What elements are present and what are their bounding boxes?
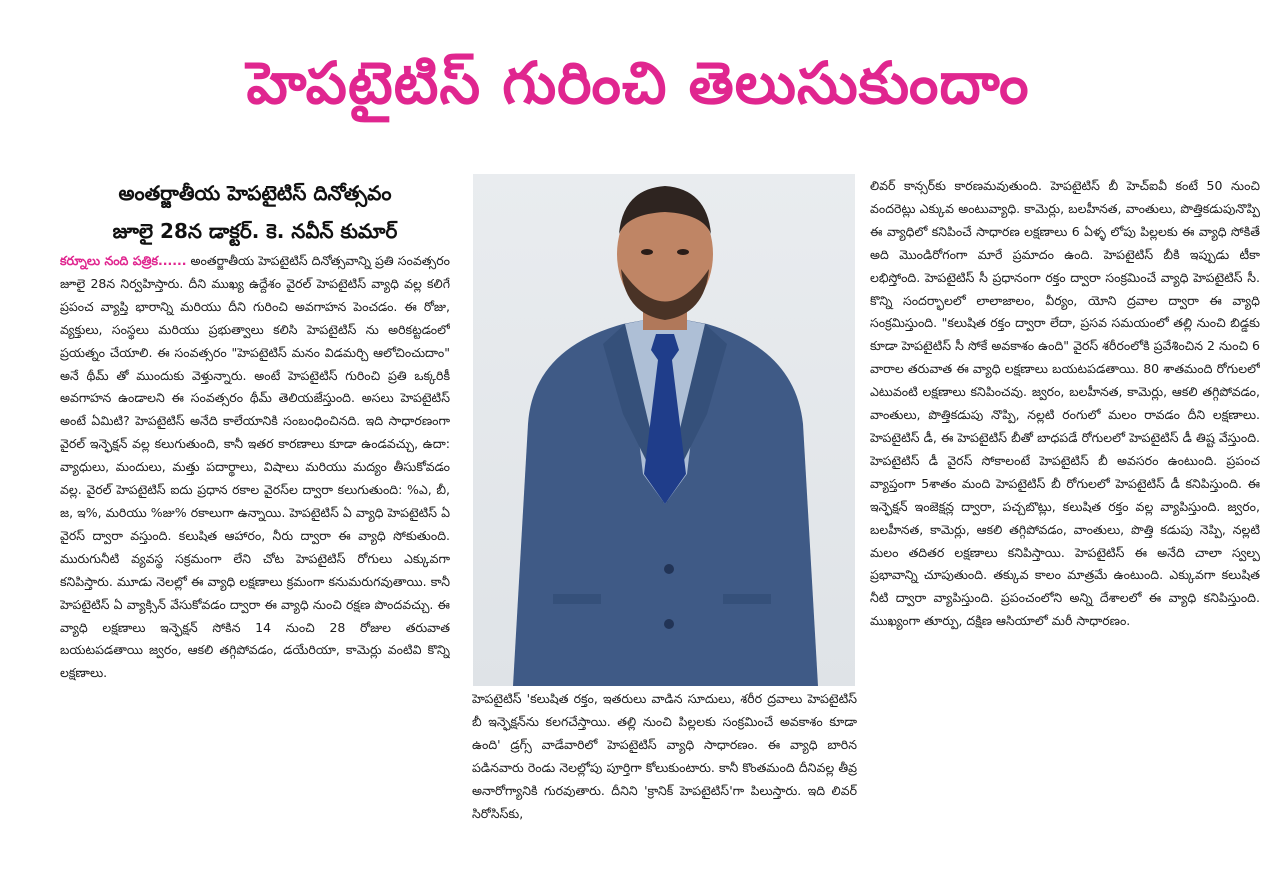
article-headline: హెపటైటిస్ గురించి తెలుసుకుందాం — [246, 49, 1030, 117]
column-1-text: అంతర్జాతీయ హెపటైటిస్ దినోత్సవాన్ని ప్రతి సంవత్సరం జూలై 28న నిర్వహిస్తారు. దీని ముఖ్య ఉద్దేశం వైరల్ హెపటైటిస్ వ్యాధి వల్ల కలిగే ప్రపంచ వ్యాప్తి భారాన్ని మరియు దీని గురించి అవగాహన పెంచడం. ఈ రోజు, వ్యక్తులు, సంస్థలు మరియు ప్రభుత్వాలు కలిసి హెపటైటిస్ ను అరికట్టడంలో ప్రయత్నం చేయాలి. ఈ సంవత్సరం "హెపటైటిస్ మనం విడమర్చి ఆలోచించుదాం" అనే థీమ్ తో ముందుకు వెళ్తున్నారు. అంటే హెపటైటిస్ గురించి ప్రతి ఒక్కరికీ అవగాహన ఉండాలని ఈ సంవత్సరం థీమ్ తెలియజేస్తుంది. అసలు హెపటైటిస్ అంటే ఏమిటి? హెపటైటిస్ అనేది కాలేయానికి సంబంధించినది. ఇది సాధారణంగా వైరల్ ఇన్ఫెక్షన్ వల్ల కలుగుతుంది, కానీ ఇతర కారణాలు కూడా ఉండవచ్చు, ఉదా: వ్యాధులు, మందులు, మత్తు పదార్థాలు, విషాలు మరియు మద్యం తీసుకోవడం వల్ల. వైరల్ హెపటైటిస్ ఐదు ప్రధాన రకాల వైరస్‌ల ద్వారా కలుగుతుంది: %ఎ, బీ, జ, ఇ%, మరియు %జు% రకాలుగా ఉన్నాయి. హెపటైటిస్ ఏ వ్యాధి హెపటైటిస్ ఏ వైరస్ ద్వారా వస్తుంది. కలుషిత ఆహారం, నీరు ద్వారా ఈ వ్యాధి సోకుతుంది. మురుగునీటి వ్యవస్థ సక్రమంగా లేని చోట హెపటైటిస్ రోగులు ఎక్కువగా కనిపిస్తారు. మూడు నెలల్లో ఈ వ్యాధి లక్షణాలు క్రమంగా కనుమరుగవుతాయి. కానీ హెపటైటిస్ ఏ వ్యాక్సిన్ వేసుకోవడం ద్వారా ఈ వ్యాధి నుంచి రక్షణ పొందవచ్చు. ఈ వ్యాధి లక్షణాలు ఇన్ఫెక్షన్ సోకిన 14 నుంచి 28 రోజుల తరువాత బయటపడతాయి జ్వరం, ఆకలి తగ్గిపోవడం, డయేరియా, కామెర్లు వంటివి కొన్ని లక్షణాలు. — [60, 253, 450, 681]
subheading-event: అంతర్జాతీయ హెపటైటిస్ దినోత్సవం — [118, 181, 392, 205]
doctor-photo — [473, 174, 855, 686]
subheading-author: జూలై 28న డాక్టర్. కె. నవీన్ కుమార్ — [112, 219, 398, 243]
dateline: కర్నూలు నంది పత్రిక...... — [60, 253, 187, 268]
photo-caption: హెపటైటిస్ 'కలుషిత రక్తం, ఇతరులు వాడిన సూదులు, శరీర ద్రవాలు హెపటైటిస్ బీ ఇన్ఫెక్షన్‌ను కలగచేస్తాయి. తల్లి నుంచి పిల్లలకు సంక్రమించే అవకాశం కూడా ఉంది' డ్రగ్స్ వాడేవారిలో హెపటైటిస్ వ్యాధి సాధారణం. ఈ వ్యాధి బారిన పడినవారు రెండు నెలల్లోపు పూర్తిగా కోలుకుంటారు. కానీ కొంతమంది దీనివల్ల తీవ్ర అనారోగ్యానికి గురవుతారు. దీనిని 'క్రానిక్ హెపటైటిస్'గా పిలుస్తారు. ఇది లివర్ సిరోసిస్‌కు, — [472, 691, 857, 821]
article-column-3: లివర్ కాన్సర్‌కు కారణమవుతుంది. హెపటైటిస్ బీ హెచ్ఐవీ కంటే 50 నుంచి వందరెట్లు ఎక్కువ అంటువ్యాధి. కామెర్లు, బలహీనత, వాంతులు, పొత్తికడుపునొప్పి ఈ వ్యాధిలో కనిపించే సాధారణ లక్షణాలు 6 ఏళ్ళ లోపు పిల్లలకు ఈ వ్యాధి సోకితే అది మొండిరోగంగా మారే ప్రమాదం ఉంది. హెపటైటిస్ బీకి ఇప్పుడు టీకా లభిస్తోంది. హెపటైటిస్ సీ ప్రధానంగా రక్తం ద్వారా సంక్రమించే వ్యాధి హెపటైటిస్ సీ. కొన్ని సందర్భాలలో లాలాజాలం, వీర్యం, యోని ద్రవాల ద్వారా ఈ వ్యాధి సంక్రమిస్తుంది. "కలుషిత రక్తం ద్వారా లేదా, ప్రసవ సమయంలో తల్లి నుంచి బిడ్డకు కూడా హెపటైటిస్ సీ సోకే అవకాశం ఉంది" వైరస్ శరీరంలోకి ప్రవేశించిన 2 నుంచి 6 వారాల తరువాత ఈ వ్యాధి లక్షణాలు బయటపడతాయి. 80 శాతమంది రోగులలో ఎటువంటి లక్షణాలు కనిపించవు. జ్వరం, బలహీనత, కామెర్లు, ఆకలి తగ్గిపోవడం, వాంతులు, పొత్తికడుపు నొప్పి, నల్లటి రంగులో మలం రావడం దీని లక్షణాలు. హెపటైటిస్ డీ, ఈ హెపటైటిస్ బీతో బాధపడే రోగులలో హెపటైటిస్ డీ తిష్ట వేస్తుంది. హెపటైటిస్ డీ వైరస్ సోకాలంటే హెపటైటిస్ బీ అవసరం ఉంటుంది. ప్రపంచ వ్యాప్తంగా 5శాతం మంది హెపటైటిస్ బీ రోగులలో హెపటైటిస్ డీ కనిపిస్తుంది. ఈ ఇన్ఫెక్షన్ ఇంజెక్షన్ల ద్వారా, పచ్చబొట్లు, కలుషిత రక్తం వల్ల వ్యాపిస్తుంది. జ్వరం, బలహీనత, కామెర్లు, ఆకలి తగ్గిపోవడం, వాంతులు, పొత్తి కడుపు నెప్పి, నల్లటి మలం తదితర లక్షణాలు కనిపిస్తాయి. హెపటైటిస్ ఈ అనేది చాలా స్వల్ప ప్రభావాన్ని చూపుతుంది. తక్కువ కాలం మాత్రమే ఉంటుంది. ఎక్కువగా కలుషిత నీటి ద్వారా వ్యాపిస్తుంది. ప్రపంచంలోని అన్ని దేశాలలో ఈ వ్యాధి కనిపిస్తుంది. ముఖ్యంగా తూర్పు, దక్షిణ ఆసియాలో మరీ సాధారణం. — [870, 178, 1260, 629]
article-column-1 — [60, 250, 450, 880]
